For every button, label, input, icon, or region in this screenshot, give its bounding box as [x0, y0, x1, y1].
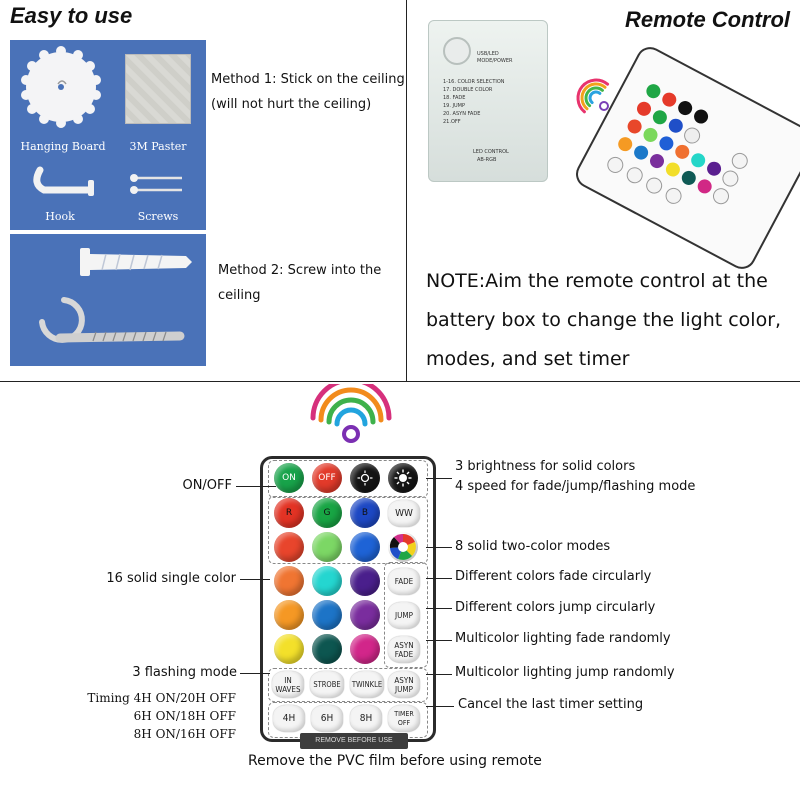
brightness-up-button[interactable]: [388, 463, 418, 493]
battery-box-line2: MODE/POWER: [477, 58, 513, 64]
speed-annotation: 4 speed for fade/jump/flashing mode: [455, 479, 696, 494]
method-1-text: [211, 67, 411, 117]
brightness-leader: [426, 478, 452, 479]
multicolor-jump-annotation: Multicolor lighting jump randomly: [455, 665, 675, 680]
screws-icon: [128, 170, 188, 200]
strobe-button[interactable]: STROBE: [310, 671, 344, 698]
multi-jump-leader: [426, 674, 452, 675]
note-line2: battery box to change the light color,: [426, 309, 782, 331]
method-1-line2: (will not hurt the ceiling): [211, 97, 372, 112]
color-button-5[interactable]: [312, 566, 342, 596]
single-color-annotation: 16 solid single color: [106, 571, 236, 586]
flashing-mode-leader: [240, 673, 270, 674]
color-button-2[interactable]: [312, 532, 342, 562]
off-button[interactable]: OFF: [312, 463, 342, 493]
battery-box: [428, 20, 548, 182]
jump-button[interactable]: JUMP: [388, 602, 420, 629]
method-2-text: [218, 258, 408, 308]
two-color-annotation: 8 solid two-color modes: [455, 539, 611, 554]
jump-circular-annotation: Different colors jump circularly: [455, 600, 656, 615]
note-line1: NOTE:Aim the remote control at the: [426, 270, 768, 292]
timer-8h-button[interactable]: 8H: [350, 705, 382, 732]
timer-4h-button[interactable]: 4H: [273, 705, 305, 732]
color-button-7[interactable]: [274, 600, 304, 630]
signal-waves-icon: [308, 384, 394, 448]
on-off-leader: [236, 486, 276, 487]
asyn-jump-button[interactable]: ASYN JUMP: [388, 671, 420, 698]
jump-leader: [426, 608, 452, 609]
two-color-mode-button[interactable]: [388, 532, 418, 562]
battery-box-mode-4: 19. JUMP: [443, 103, 466, 109]
wall-anchor-icon: [76, 244, 196, 280]
method-2-line1: Method 2: Screw into the: [218, 263, 382, 278]
vertical-divider: [406, 0, 407, 382]
color-button-10[interactable]: [274, 634, 304, 664]
timer-6h-button[interactable]: 6H: [311, 705, 343, 732]
fade-button[interactable]: FADE: [388, 568, 420, 595]
single-color-leader: [240, 579, 270, 580]
twinkle-button[interactable]: TWINKLE: [350, 671, 384, 698]
hook-icon: [30, 166, 100, 202]
color-button-9[interactable]: [350, 600, 380, 630]
battery-box-mode-1: 1-16. COLOR SELECTION: [443, 79, 505, 85]
battery-box-ctrl2: AB-RGB: [477, 157, 497, 163]
horizontal-divider: [0, 381, 800, 382]
on-button[interactable]: ON: [274, 463, 304, 493]
parts-panel: [10, 40, 206, 230]
color-button-1[interactable]: [274, 532, 304, 562]
method-1-line1: Method 1: Stick on the ceiling: [211, 72, 405, 87]
hanging-board-icon: [20, 46, 102, 128]
sun-bright-icon: [394, 469, 412, 487]
battery-box-ctrl1: LED CONTROL: [473, 149, 509, 155]
color-button-3[interactable]: [350, 532, 380, 562]
battery-box-mode-2: 17. DOUBLE COLOR: [443, 87, 493, 93]
battery-box-mode-3: 18. FADE: [443, 95, 466, 101]
method-2-line2: ceiling: [218, 288, 261, 303]
red-button[interactable]: R: [274, 498, 304, 528]
two-color-leader: [426, 547, 452, 548]
hanging-board-label: Hanging Board: [20, 140, 106, 153]
screw-panel: [10, 234, 206, 366]
brightness-down-button[interactable]: [350, 463, 380, 493]
on-off-annotation: ON/OFF: [182, 478, 232, 493]
paster-label: 3M Paster: [129, 140, 187, 153]
warm-white-button[interactable]: WW: [388, 500, 420, 527]
battery-box-mode-5: 20. ASYN FADE: [443, 111, 481, 117]
paster-icon: [125, 54, 191, 124]
battery-box-switch: [443, 37, 471, 65]
hook-label: Hook: [45, 210, 75, 223]
note-text: [426, 262, 798, 379]
timing-6h-annotation: 6H ON/18H OFF: [133, 709, 236, 723]
easy-to-use-title: Easy to use: [10, 3, 133, 28]
timing-4h-annotation: Timing 4H ON/20H OFF: [87, 691, 236, 705]
green-button[interactable]: G: [312, 498, 342, 528]
color-wheel-icon: [388, 532, 418, 562]
blue-button[interactable]: B: [350, 498, 380, 528]
battery-box-line1: USB/LED: [477, 51, 499, 57]
asyn-fade-button[interactable]: ASYN FADE: [388, 636, 420, 663]
battery-box-mode-6: 21.OFF: [443, 119, 461, 125]
multi-fade-leader: [426, 640, 452, 641]
color-button-6[interactable]: [350, 566, 380, 596]
color-button-8[interactable]: [312, 600, 342, 630]
sun-dim-icon: [357, 470, 373, 486]
in-waves-button[interactable]: IN WAVES: [272, 671, 304, 698]
flashing-mode-annotation: 3 flashing mode: [132, 665, 237, 680]
timing-8h-annotation: 8H ON/16H OFF: [133, 727, 236, 741]
screw-hook-icon: [16, 282, 196, 362]
timer-off-button[interactable]: TIMER OFF: [388, 705, 420, 732]
multicolor-fade-annotation: Multicolor lighting fade randomly: [455, 631, 671, 646]
color-button-4[interactable]: [274, 566, 304, 596]
note-line3: modes, and set timer: [426, 348, 630, 370]
remote-control-title: Remote Control: [625, 7, 790, 32]
remove-film-annotation: Remove the PVC film before using remote: [248, 753, 542, 769]
screws-label: Screws: [137, 210, 179, 223]
color-button-12[interactable]: [350, 634, 380, 664]
brightness-annotation: 3 brightness for solid colors: [455, 459, 636, 474]
pvc-film-tab[interactable]: REMOVE BEFORE USE: [300, 733, 408, 749]
cancel-timer-leader: [426, 706, 454, 707]
color-button-11[interactable]: [312, 634, 342, 664]
fade-leader: [426, 578, 452, 579]
fade-circular-annotation: Different colors fade circularly: [455, 569, 652, 584]
cancel-timer-annotation: Cancel the last timer setting: [458, 697, 644, 712]
